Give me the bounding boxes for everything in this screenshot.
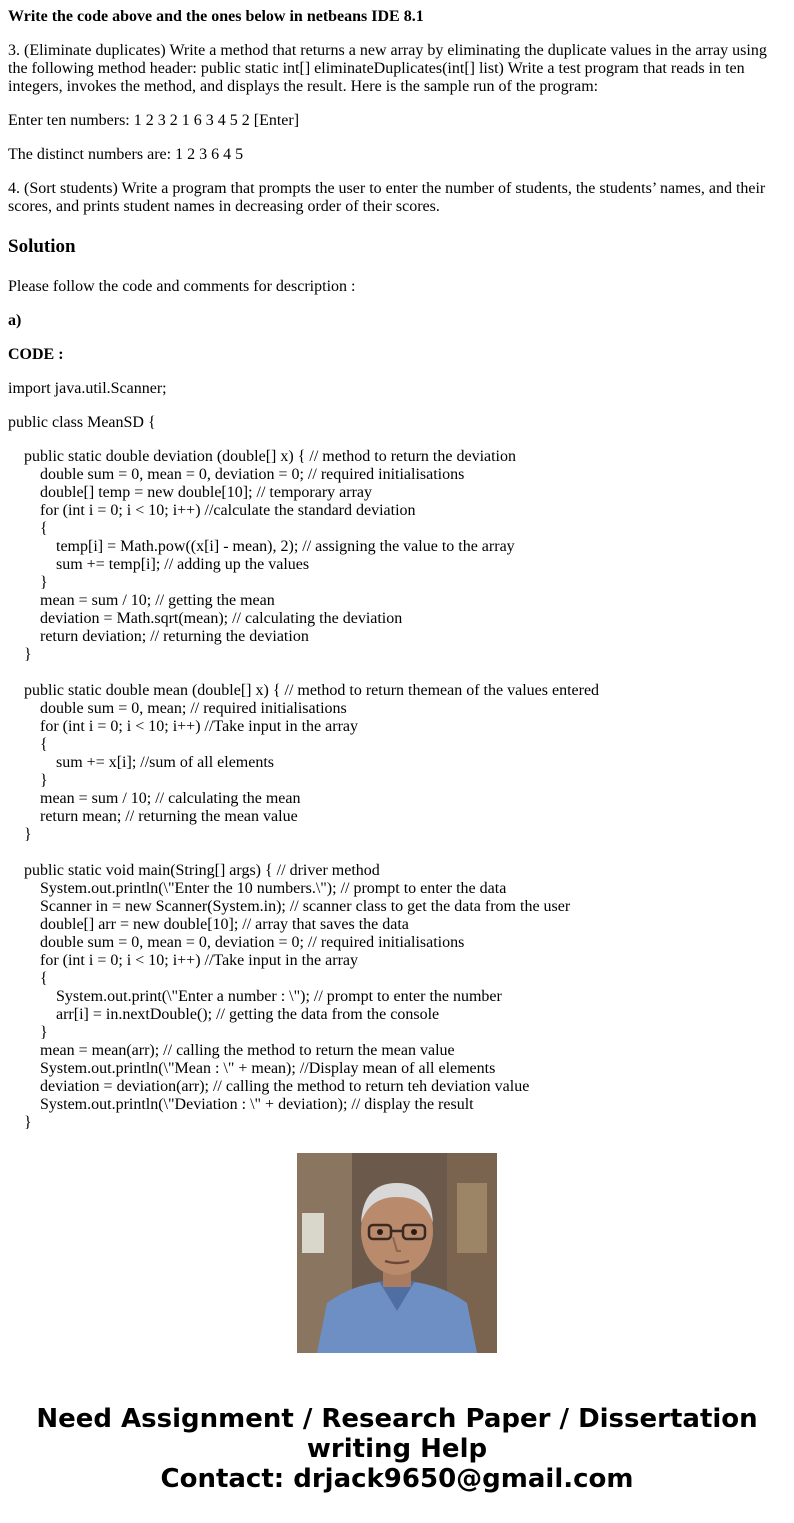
code-line: sum += x[i]; //sum of all elements bbox=[8, 754, 275, 771]
sample-input-text: Enter ten numbers: 1 2 3 2 1 6 3 4 5 2 [Enter] bbox=[8, 112, 300, 129]
code-line: } bbox=[8, 646, 32, 663]
code-line: for (int i = 0; i < 10; i++) //Take input in the array bbox=[8, 718, 359, 735]
promo-banner bbox=[0, 1404, 794, 1494]
code-line bbox=[8, 664, 786, 682]
code-line: temp[i] = Math.pow((x[i] - mean), 2); // assigning the value to the array bbox=[8, 538, 515, 555]
code-line: System.out.print(\"Enter a number : \"); // prompt to enter the number bbox=[8, 988, 502, 1005]
code-line: } bbox=[8, 1114, 32, 1131]
intro-text: Write the code above and the ones below in netbeans IDE 8.1 bbox=[8, 8, 424, 25]
author-avatar bbox=[297, 1153, 497, 1353]
import-line: import java.util.Scanner; bbox=[8, 380, 167, 397]
question-3-text: 3. (Eliminate duplicates) Write a method that returns a new array by eliminating the duplicate values in the array using the following method header: public static int[] eliminateDuplicates(int[] list) Write a test program that reads in ten integers, invokes the method, and displays the result. Here is the sample run of the program: bbox=[8, 42, 767, 95]
code-line: mean = sum / 10; // getting the mean bbox=[8, 592, 275, 609]
code-line: sum += temp[i]; // adding up the values bbox=[8, 556, 310, 573]
code-line: Scanner in = new Scanner(System.in); // scanner class to get the data from the user bbox=[8, 898, 571, 915]
code-line: for (int i = 0; i < 10; i++) //Take input in the array bbox=[8, 952, 359, 969]
code-line: public static double mean (double[] x) { // method to return themean of the values entered bbox=[8, 682, 600, 699]
code-line: mean = sum / 10; // calculating the mean bbox=[8, 790, 301, 807]
class-line: public class MeanSD { bbox=[8, 414, 156, 431]
code-line: { bbox=[8, 970, 48, 987]
code-line: return mean; // returning the mean value bbox=[8, 808, 298, 825]
promo-line-2: writing Help bbox=[306, 1434, 488, 1464]
question-4-text: 4. (Sort students) Write a program that prompts the user to enter the number of students, the students’ names, and their scores, and prints student names in decreasing order of their scores. bbox=[8, 180, 766, 215]
code-line: deviation = deviation(arr); // calling the method to return teh deviation value bbox=[8, 1078, 530, 1095]
code-line: return deviation; // returning the deviation bbox=[8, 628, 309, 645]
code-block bbox=[8, 448, 786, 1132]
code-line: double sum = 0, mean; // required initialisations bbox=[8, 700, 347, 717]
code-line: } bbox=[8, 772, 48, 789]
code-line: mean = mean(arr); // calling the method to return the mean value bbox=[8, 1042, 455, 1059]
code-line: } bbox=[8, 1024, 48, 1041]
part-label: a) bbox=[8, 312, 22, 329]
solution-heading: Solution bbox=[8, 236, 76, 257]
code-line: double sum = 0, mean = 0, deviation = 0; // required initialisations bbox=[8, 934, 465, 951]
sample-output-text: The distinct numbers are: 1 2 3 6 4 5 bbox=[8, 146, 244, 163]
code-line: System.out.println(\"Enter the 10 numbers.\"); // prompt to enter the data bbox=[8, 880, 507, 897]
code-line: } bbox=[8, 574, 48, 591]
code-line: arr[i] = in.nextDouble(); // getting the data from the console bbox=[8, 1006, 440, 1023]
instructions-text: Please follow the code and comments for description : bbox=[8, 278, 356, 295]
code-line: public static void main(String[] args) { // driver method bbox=[8, 862, 380, 879]
code-label: CODE : bbox=[8, 346, 64, 363]
code-line: public static double deviation (double[] x) { // method to return the deviation bbox=[8, 448, 516, 465]
code-line: System.out.println(\"Mean : \" + mean); //Display mean of all elements bbox=[8, 1060, 496, 1077]
code-line: { bbox=[8, 736, 48, 753]
code-line bbox=[8, 844, 786, 862]
document-content bbox=[8, 0, 786, 1131]
code-line: deviation = Math.sqrt(mean); // calculating the deviation bbox=[8, 610, 403, 627]
promo-contact: Contact: drjack9650@gmail.com bbox=[160, 1464, 634, 1494]
code-line: for (int i = 0; i < 10; i++) //calculate the standard deviation bbox=[8, 502, 416, 519]
code-line: double[] arr = new double[10]; // array that saves the data bbox=[8, 916, 409, 933]
promo-line-1: Need Assignment / Research Paper / Dissertation bbox=[36, 1404, 758, 1434]
code-line: } bbox=[8, 826, 32, 843]
author-photo bbox=[297, 1153, 497, 1353]
code-line: double[] temp = new double[10]; // temporary array bbox=[8, 484, 373, 501]
code-line: double sum = 0, mean = 0, deviation = 0; // required initialisations bbox=[8, 466, 465, 483]
code-line: System.out.println(\"Deviation : \" + deviation); // display the result bbox=[8, 1096, 474, 1113]
code-line: { bbox=[8, 520, 48, 537]
